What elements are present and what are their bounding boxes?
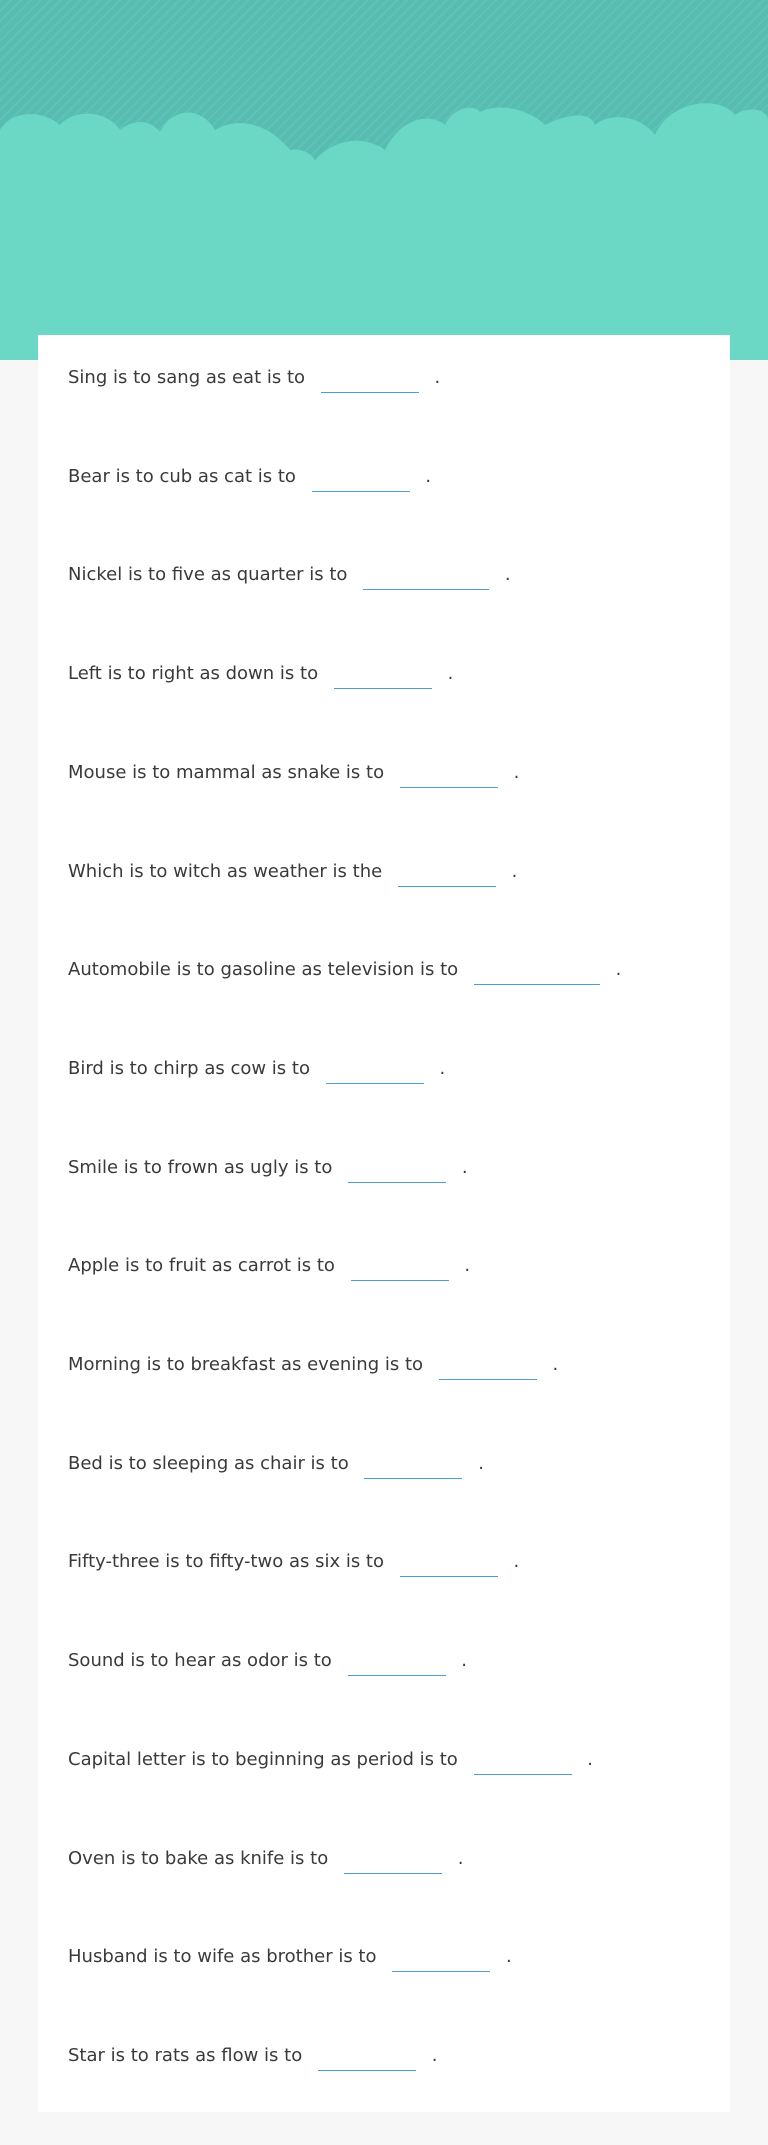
- answer-input[interactable]: [321, 360, 419, 393]
- question-row: [68, 1841, 708, 1877]
- question-text: Star is to rats as flow is to: [68, 2045, 303, 2066]
- question-text: Sound is to hear as odor is to: [68, 1650, 332, 1671]
- question-period: .: [447, 663, 454, 684]
- question-period: .: [464, 1255, 471, 1276]
- question-period: .: [425, 466, 432, 487]
- question-period: .: [587, 1749, 593, 1770]
- answer-input[interactable]: [400, 755, 498, 788]
- question-text: Nickel is to five as quarter is to: [68, 564, 348, 585]
- question-text: Bear is to cub as cat is to: [68, 466, 296, 487]
- question-row: [68, 459, 708, 495]
- answer-input[interactable]: [474, 1742, 572, 1775]
- question-period: .: [457, 1848, 464, 1869]
- question-text: Morning is to breakfast as evening is to: [68, 1354, 424, 1375]
- question-row: [68, 755, 708, 791]
- answer-input[interactable]: [400, 1544, 498, 1577]
- answer-input[interactable]: [326, 1051, 424, 1084]
- question-period: .: [439, 1058, 446, 1079]
- question-period: .: [461, 1157, 468, 1178]
- question-text: Bed is to sleeping as chair is to: [68, 1453, 349, 1474]
- answer-input[interactable]: [363, 557, 489, 590]
- question-period: .: [513, 1551, 520, 1572]
- answer-input[interactable]: [392, 1939, 490, 1972]
- question-row: [68, 1446, 708, 1482]
- question-text: Mouse is to mammal as snake is to: [68, 762, 385, 783]
- question-text: Capital letter is to beginning as period is to: [68, 1749, 458, 1770]
- question-row: [68, 854, 708, 890]
- question-period: .: [431, 2045, 438, 2066]
- answer-input[interactable]: [351, 1248, 449, 1281]
- answer-input[interactable]: [364, 1446, 462, 1479]
- question-text: Oven is to bake as knife is to: [68, 1848, 329, 1869]
- question-period: .: [513, 762, 520, 783]
- question-text: Left is to right as down is to: [68, 663, 319, 684]
- question-period: .: [478, 1453, 484, 1474]
- question-row: [68, 1742, 708, 1778]
- question-row: [68, 1643, 708, 1679]
- question-row: [68, 1544, 708, 1580]
- answer-input[interactable]: [439, 1347, 537, 1380]
- question-period: .: [461, 1650, 468, 1671]
- question-text: Apple is to fruit as carrot is to: [68, 1255, 335, 1276]
- question-row: [68, 557, 708, 593]
- question-text: Sing is to sang as eat is to: [68, 367, 306, 388]
- question-row: [68, 1051, 708, 1087]
- question-text: Fifty-three is to fifty-two as six is to: [68, 1551, 385, 1572]
- question-period: .: [434, 367, 441, 388]
- cloud-decoration: [0, 0, 768, 360]
- question-row: [68, 360, 708, 396]
- question-period: .: [504, 564, 511, 585]
- answer-input[interactable]: [312, 459, 410, 492]
- question-period: .: [615, 959, 622, 980]
- header-banner: [0, 0, 768, 360]
- answer-input[interactable]: [398, 854, 496, 887]
- question-period: .: [552, 1354, 559, 1375]
- question-text: Which is to witch as weather is the: [68, 861, 383, 882]
- question-row: [68, 952, 708, 988]
- question-text: Husband is to wife as brother is to: [68, 1946, 377, 1967]
- question-row: [68, 656, 708, 692]
- answer-input[interactable]: [344, 1841, 442, 1874]
- answer-input[interactable]: [318, 2038, 416, 2071]
- question-row: [68, 1150, 708, 1186]
- question-row: [68, 1248, 708, 1284]
- question-row: [68, 1347, 708, 1383]
- answer-input[interactable]: [348, 1150, 446, 1183]
- question-period: .: [505, 1946, 512, 1967]
- answer-input[interactable]: [348, 1643, 446, 1676]
- question-period: .: [511, 861, 518, 882]
- question-row: [68, 1939, 708, 1975]
- answer-input[interactable]: [334, 656, 432, 689]
- question-text: Bird is to chirp as cow is to: [68, 1058, 310, 1079]
- question-text: Automobile is to gasoline as television is to: [68, 959, 459, 980]
- quiz-card: [38, 335, 730, 2112]
- question-text: Smile is to frown as ugly is to: [68, 1157, 333, 1178]
- question-row: [68, 2038, 708, 2074]
- answer-input[interactable]: [474, 952, 600, 985]
